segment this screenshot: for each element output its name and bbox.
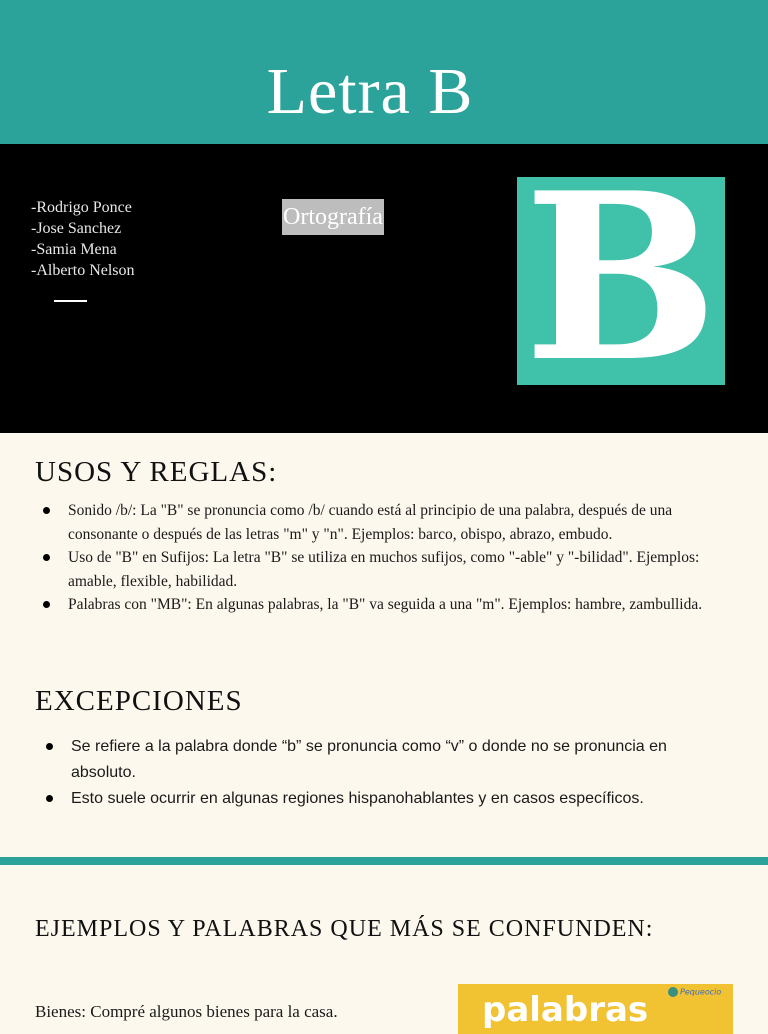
author-item: -Rodrigo Ponce <box>31 199 132 216</box>
mascot-icon <box>668 987 678 997</box>
list-item: Se refiere a la palabra donde “b” se pronuncia como “v” o donde no se pronuncia en absoluto. <box>43 734 703 786</box>
promo-word: palabras <box>482 990 649 1030</box>
list-item: Sonido /b/: La "B" se pronuncia como /b/ cuando está al principio de una palabra, después de una consonante o después de las letras "m" y "n". Ejemplos: barco, obispo, abrazo, embudo. <box>40 499 740 546</box>
excepciones-list <box>43 734 703 812</box>
usos-list <box>40 499 740 617</box>
subject-label: Ortografía <box>282 199 384 235</box>
excepciones-heading: EXCEPCIONES <box>35 685 243 717</box>
list-item: Palabras con "MB": En algunas palabras, la "B" va seguida a una "m". Ejemplos: hambre, zambullida. <box>40 593 740 617</box>
list-item: Esto suele ocurrir en algunas regiones hispanohablantes y en casos específicos. <box>43 786 703 812</box>
example-sentence: Bienes: Compré algunos bienes para la casa. <box>35 1002 338 1021</box>
ejemplos-heading: EJEMPLOS Y PALABRAS QUE MÁS SE CONFUNDEN: <box>35 916 654 942</box>
author-item: -Samia Mena <box>31 241 117 258</box>
usos-heading: USOS Y REGLAS: <box>35 456 278 488</box>
promo-logo-text: Pequeocio <box>680 987 722 997</box>
palabras-image <box>458 984 733 1034</box>
author-item: -Alberto Nelson <box>31 262 135 279</box>
page-title: Letra B <box>266 55 474 128</box>
hero-banner <box>0 144 768 433</box>
list-item: Uso de "B" en Sufijos: La letra "B" se utiliza en muchos sufijos, como "-able" y "-bilidad". Ejemplos: amable, flexible, habilidad. <box>40 546 740 593</box>
section-divider <box>0 857 768 865</box>
letter-b-graphic <box>517 177 725 385</box>
promo-logo <box>668 987 721 997</box>
author-list <box>31 197 135 281</box>
divider-dash <box>54 300 87 302</box>
author-item: -Jose Sanchez <box>31 220 122 237</box>
big-letter: B <box>523 177 719 385</box>
